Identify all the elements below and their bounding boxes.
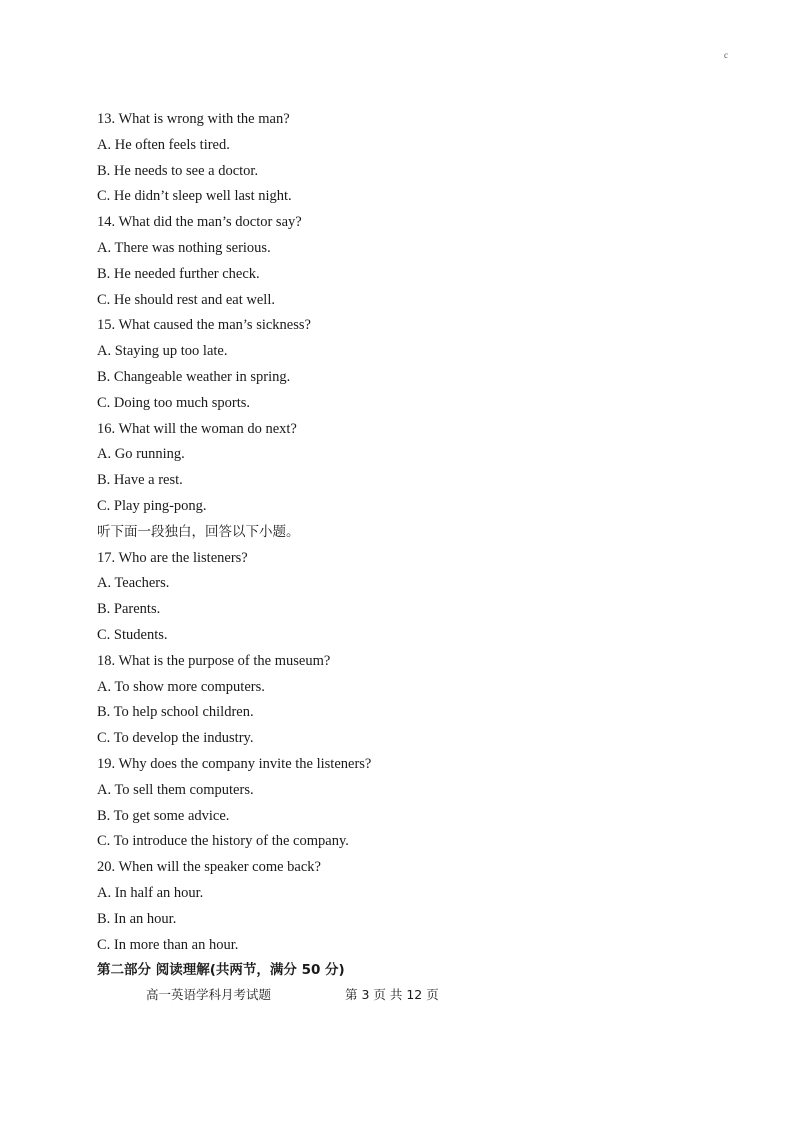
question-18: 18. What is the purpose of the museum?: [97, 652, 331, 669]
page-footer: [146, 985, 546, 1003]
option-14c: C. He should rest and eat well.: [97, 291, 275, 308]
question-20: 20. When will the speaker come back?: [97, 859, 321, 876]
questions-content: [97, 107, 717, 984]
option-20c: C. In more than an hour.: [97, 936, 239, 953]
option-19b: B. To get some advice.: [97, 807, 230, 824]
option-18c: C. To develop the industry.: [97, 730, 254, 747]
footer-exam-title: 高一英语学科月考试题: [146, 987, 272, 1002]
corner-mark: c: [724, 50, 728, 60]
option-18a: A. To show more computers.: [97, 678, 265, 695]
option-18b: B. To help school children.: [97, 704, 254, 721]
section-heading-reading: 第二部分 阅读理解(共两节，满分 50 分): [97, 962, 345, 979]
question-13: 13. What is wrong with the man?: [97, 111, 290, 127]
option-19a: A. To sell them computers.: [97, 781, 254, 798]
question-14: 14. What did the man’s doctor say?: [97, 214, 302, 231]
monologue-instruction: 听下面一段独白，回答以下小题。: [97, 523, 300, 540]
option-14a: A. There was nothing serious.: [97, 239, 271, 256]
question-16: 16. What will the woman do next?: [97, 420, 297, 437]
option-17c: C. Students.: [97, 626, 168, 643]
question-15: 15. What caused the man’s sickness?: [97, 317, 311, 334]
option-13b: B. He needs to see a doctor.: [97, 162, 259, 179]
option-16c: C. Play ping-pong.: [97, 497, 207, 514]
question-19: 19. Why does the company invite the listeners?: [97, 755, 372, 772]
option-17a: A. Teachers.: [97, 575, 170, 592]
option-13a: A. He often feels tired.: [97, 136, 230, 153]
option-20a: A. In half an hour.: [97, 884, 204, 901]
option-15c: C. Doing too much sports.: [97, 394, 251, 411]
option-20b: B. In an hour.: [97, 910, 177, 927]
option-15b: B. Changeable weather in spring.: [97, 368, 291, 385]
option-13c: C. He didn’t sleep well last night.: [97, 188, 292, 205]
option-19c: C. To introduce the history of the company.: [97, 833, 349, 850]
option-16a: A. Go running.: [97, 446, 185, 463]
option-16b: B. Have a rest.: [97, 472, 183, 489]
footer-page-number: 第 3 页 共 12 页: [345, 987, 439, 1002]
option-15a: A. Staying up too late.: [97, 343, 228, 360]
question-17: 17. Who are the listeners?: [97, 549, 248, 566]
option-14b: B. He needed further check.: [97, 265, 260, 282]
option-17b: B. Parents.: [97, 601, 161, 618]
